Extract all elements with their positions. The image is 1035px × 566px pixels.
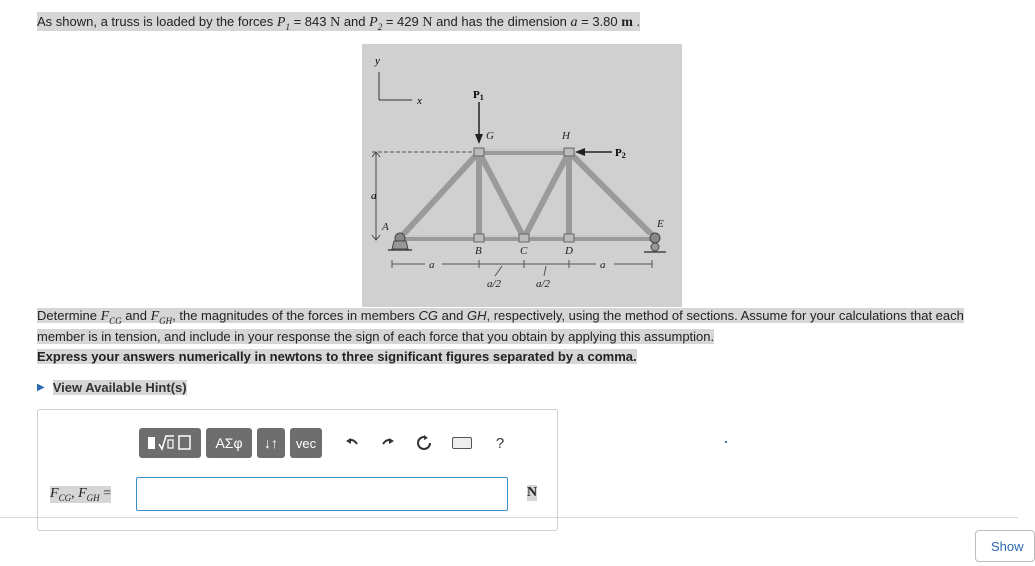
member-ch <box>524 152 569 238</box>
decorative-dot <box>725 441 727 443</box>
greek-symbols-button[interactable] <box>206 428 252 458</box>
redo-icon <box>380 435 396 451</box>
truss-figure <box>362 44 682 307</box>
unit-newton: N <box>422 15 433 30</box>
p1-value: = 843 <box>289 14 331 29</box>
joint-c <box>519 234 529 242</box>
joint-b <box>474 234 484 242</box>
node-d-label: D <box>565 245 573 257</box>
dim-a-half-1-label: a/2 <box>487 278 502 290</box>
node-a-label: A <box>382 221 389 233</box>
member-he <box>569 152 655 238</box>
templates-icon <box>147 433 193 453</box>
truss-members <box>400 152 655 238</box>
unit-label: N <box>527 485 538 500</box>
redo-button[interactable] <box>375 428 401 458</box>
view-hints-link[interactable] <box>37 380 187 395</box>
axis-y-label: y <box>375 55 380 67</box>
unit-meter: m <box>621 15 633 30</box>
member-gh-text: GH <box>466 308 487 323</box>
node-h-label: H <box>562 130 570 142</box>
joint-g <box>474 148 484 156</box>
fcg-symbol: $F_{CG}$ <box>100 309 122 326</box>
vector-button[interactable] <box>290 428 322 458</box>
help-icon: ? <box>495 434 505 452</box>
joint-h <box>564 148 574 156</box>
answer-label-text: $F_{CG}$, $F_{GH}$ = <box>50 486 112 503</box>
greek-symbols-label: ΑΣφ <box>215 435 243 451</box>
keyboard-icon <box>452 437 472 449</box>
answer-label <box>50 486 111 503</box>
truss-diagram <box>362 44 682 307</box>
dim-a-vertical-label: a <box>371 190 377 202</box>
reset-button[interactable] <box>411 428 437 458</box>
dim-a-right-label: a <box>600 259 606 271</box>
member-cg <box>479 152 524 238</box>
reset-icon <box>416 435 432 451</box>
answer-panel <box>37 409 558 531</box>
p2-arrowhead <box>575 148 585 156</box>
p2-symbol: $P_2$ <box>369 15 383 32</box>
p1-symbol: $P_1$ <box>276 15 290 32</box>
unit-newton: N <box>330 15 341 30</box>
node-e-label: E <box>657 218 664 230</box>
axis-x-label: x <box>417 95 422 107</box>
p2-value: = 429 <box>382 14 423 29</box>
show-button[interactable]: Show <box>975 530 1035 562</box>
node-b-label: B <box>475 245 482 257</box>
question-text: Determine $F_{CG}$ and $F_{GH}$, the magnitudes of the forces in members CG and GH, respectively, using the method of sections. Assume for your calculations that each member is in tension, and include in your response the sign of each force that you obtain by applying this assumption. <box>37 308 964 344</box>
member-ag <box>400 152 479 238</box>
joint-d <box>564 234 574 242</box>
answer-input[interactable] <box>136 477 508 511</box>
vector-label: vec <box>295 435 317 451</box>
help-button[interactable] <box>487 428 513 458</box>
keyboard-button[interactable] <box>447 428 477 458</box>
undo-button[interactable] <box>339 428 365 458</box>
p1-arrowhead <box>475 134 483 144</box>
member-cg-text: CG <box>418 308 439 323</box>
view-hints-label[interactable]: View Available Hint(s) <box>52 380 187 395</box>
math-toolbar <box>139 428 523 458</box>
node-g-label: G <box>486 130 494 142</box>
problem-statement: As shown, a truss is loaded by the forces $P_1 = 843$ N and $P_2 = 429$ N and has the dimension a = 3.80 m . <box>37 14 641 32</box>
dim-a-left-label: a <box>429 259 435 271</box>
undo-icon <box>344 435 360 451</box>
a-symbol: a <box>570 15 578 30</box>
arrows-label: ↓↑ <box>264 435 278 451</box>
templates-button[interactable] <box>139 428 201 458</box>
p2-label: P2 <box>615 147 626 160</box>
dim-a-half-2-label: a/2 <box>536 278 551 290</box>
truss-joints <box>474 148 574 242</box>
arrows-button[interactable] <box>257 428 285 458</box>
answer-instructions: Express your answers numerically in newtons to three significant figures separated by a comma. <box>37 349 637 364</box>
node-c-label: C <box>520 245 528 257</box>
divider <box>0 517 1018 518</box>
a-value: = 3.80 <box>577 14 622 29</box>
fgh-symbol: $F_{GH}$ <box>150 309 173 326</box>
problem-text: As shown, a truss is loaded by the forces <box>37 14 277 29</box>
p1-label: P1 <box>473 89 484 102</box>
expand-triangle-icon: ▶ <box>37 382 45 393</box>
